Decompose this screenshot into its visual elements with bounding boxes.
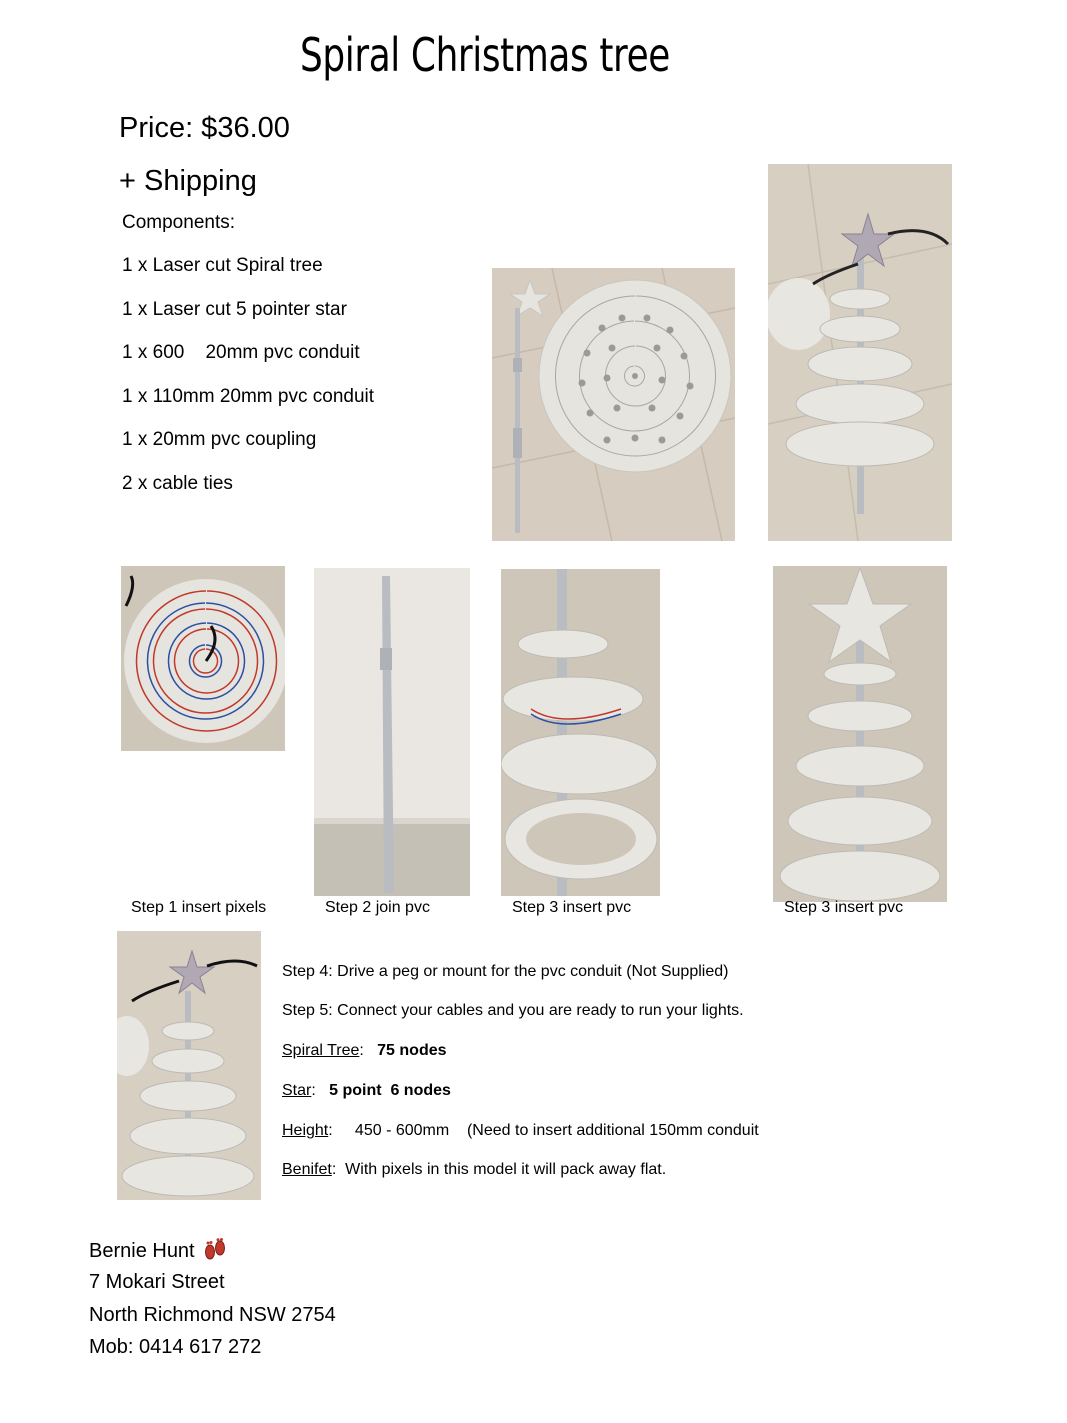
finished-tree-photo: [768, 164, 952, 541]
spec-label: Benifet: [282, 1161, 332, 1178]
spec-height: Height: 450 - 600mm (Need to insert additional 150mm conduit: [282, 1122, 759, 1139]
spec-spiral-tree: Spiral Tree: 75 nodes: [282, 1042, 447, 1059]
list-item: 1 x 110mm 20mm pvc conduit: [122, 385, 375, 407]
spec-label: Height: [282, 1122, 329, 1139]
list-item: 1 x 20mm pvc coupling: [122, 429, 317, 450]
spec-value: 5 point 6 nodes: [329, 1082, 451, 1099]
spec-label: Star: [282, 1082, 312, 1099]
spec-value: 75 nodes: [377, 1042, 447, 1059]
step5-text: Step 5: Connect your cables and you are ready to run your lights.: [282, 1002, 744, 1019]
list-item: 1 x Laser cut Spiral tree: [122, 255, 323, 276]
spec-value: 450 - 600mm (Need to insert additional 150mm conduit: [354, 1122, 759, 1139]
step4-text: Step 4: Drive a peg or mount for the pvc conduit (Not Supplied): [282, 963, 729, 980]
list-item: 2 x cable ties: [122, 472, 233, 494]
list-item: 1 x 600 20mm pvc conduit: [122, 342, 360, 363]
step2-caption: Step 2 join pvc: [325, 899, 430, 916]
contact-name-line: [89, 1238, 228, 1268]
contact-name: Bernie Hunt: [89, 1240, 195, 1262]
step3b-caption: Step 3 insert pvc: [784, 899, 904, 916]
shipping-note: + Shipping: [119, 165, 257, 197]
components-heading: Components:: [122, 212, 236, 233]
contact-street: 7 Mokari Street: [89, 1271, 225, 1293]
step1-caption: Step 1 insert pixels: [131, 899, 267, 916]
parts-photo: [492, 268, 735, 541]
spec-value: With pixels in this model it will pack away flat.: [345, 1161, 667, 1178]
step3a-photo: [501, 569, 660, 896]
completed-tree-photo: [117, 931, 261, 1200]
step2-photo: [314, 568, 470, 896]
page-title: Spiral Christmas tree: [300, 28, 670, 82]
components-list: [122, 255, 374, 516]
step3b-photo: [773, 566, 947, 902]
step3a-caption: Step 3 insert pvc: [512, 899, 632, 916]
spec-star: Star: 5 point 6 nodes: [282, 1082, 451, 1099]
price: Price: $36.00: [119, 112, 290, 144]
spec-benefit: Benifet: With pixels in this model it will pack away flat.: [282, 1161, 667, 1178]
step1-photo: [121, 566, 285, 751]
contact-suburb: North Richmond NSW 2754: [89, 1304, 336, 1326]
footprints-icon: [202, 1238, 228, 1268]
spec-label: Spiral Tree: [282, 1042, 360, 1059]
contact-mobile: Mob: 0414 617 272: [89, 1336, 262, 1358]
list-item: 1 x Laser cut 5 pointer star: [122, 298, 347, 320]
